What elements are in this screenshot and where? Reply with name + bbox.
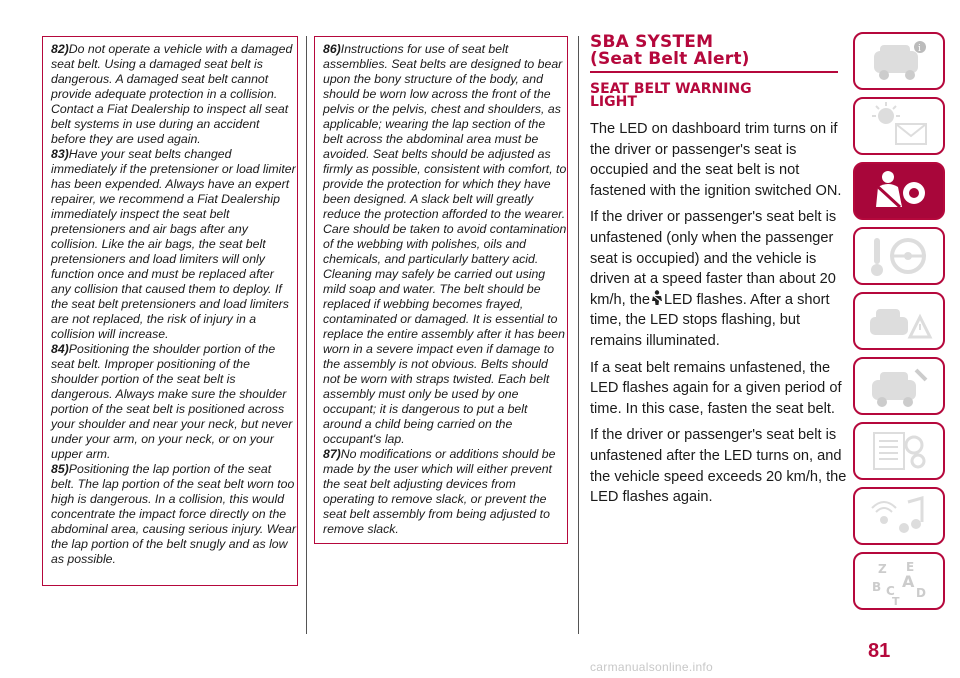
paragraph-4: If the driver or passenger's seat belt is unfastened after the LED turns on, and the vehicle speed exceeds 20 km/h, the LED flashes again.: [590, 427, 847, 506]
seat-belt-warning-icon: [650, 290, 664, 306]
key-steering-wheel-icon: [864, 232, 934, 280]
warning-text: No modifications or additions should be made by the user which will either prevent the seat belt adjusting devices from operating to remove slack, or prevent the seat belt assembly from being adjusted to remove slack.: [323, 447, 556, 536]
lights-warning-icon: [864, 102, 934, 150]
emergency-car-icon: [864, 297, 934, 345]
warning-number: 85): [51, 462, 69, 476]
tab-dashboard[interactable]: [853, 32, 945, 90]
technical-specs-icon: [864, 427, 934, 475]
warning-text: Positioning the shoulder portion of the seat belt. Improper positioning of the shoulder portion of the seat belt is dangerous. Always make sure the shoulder portion of the seat belt is positioned across your shoulder and near your neck, but never under your arm, on your neck, or on your upper arm.: [51, 342, 293, 461]
sba-section: [590, 34, 848, 514]
paragraph-3: If a seat belt remains unfastened, the LED flashes again for a given period of time. In this case, fasten the seat belt.: [590, 359, 842, 417]
section-title-rule: [590, 71, 838, 73]
warning-text: Do not operate a vehicle with a damaged seat belt. Using a damaged seat belt is dangerous. A damaged seat belt cannot provide adequate protection in a collision. Contact a Fiat Dealership to inspect all seat belt systems in use during an accident before they are used again.: [51, 42, 293, 146]
warnings-box-2: [314, 36, 568, 544]
paragraph-2-end: LED flashes. After a short time, the LED stops flashing, but remains illuminated.: [590, 291, 830, 349]
warning-number: 82): [51, 42, 69, 56]
svg-text:E: E: [906, 560, 915, 574]
multimedia-icon: [864, 492, 934, 540]
warning-text: Instructions for use of seat belt assemblies. Seat belts are designed to bear upon the bony structure of the body, and should be worn low across the front of the pelvis or the pelvis, chest and shoulders, as applicable; wearing the lap section of the belt across the abdominal area must be avoided. Seat belts should be adjusted as firmly as possible, consistent with comfort, to provide the protection for which they have been designed. A slack belt will greatly reduce the protection afforded to the wearer. Care should be taken to avoid contamination of the webbing with polishes, oils and chemicals, and particularly battery acid. Cleaning may safely be carried out using mild soap and water. The belt should be replaced if webbing becomes frayed, contaminated or damaged. It is essential to replace the entire assembly after it has been worn in a severe impact even if damage to the assembly is not obvious. Belts should not be worn with straps twisted. Each belt assembly must only be used by one occupant; it is dangerous to put a belt around a child being carried on the occupant's lap.: [323, 42, 567, 446]
tab-technical-data[interactable]: [853, 422, 945, 480]
section-title-line1: SBA SYSTEM: [590, 32, 714, 52]
tab-emergency[interactable]: [853, 292, 945, 350]
svg-text:T: T: [892, 595, 900, 605]
svg-text:D: D: [916, 586, 926, 600]
section-title: [590, 34, 848, 68]
tab-maintenance[interactable]: [853, 357, 945, 415]
warning-number: 86): [323, 42, 341, 56]
svg-text:Z: Z: [878, 562, 887, 576]
alphabetical-index-icon: [864, 557, 934, 605]
svg-text:B: B: [872, 580, 882, 594]
page-number: 81: [868, 640, 891, 662]
warnings-list-2: [323, 42, 567, 537]
watermark: carmanualsonline.info: [590, 660, 714, 674]
tab-starting-driving[interactable]: [853, 227, 945, 285]
warning-number: 83): [51, 147, 69, 161]
warning-text: Have your seat belts changed immediately if the pretensioner or load limiter has been expended. Always have an expert repairer, we recommend a Fiat Dealership immediately inspect the seat belt pretensioners and air bags after any collision. Like the air bags, the seat belt pretensioners and load limiters will only function once and must be replaced after any collision that caused them to deploy. If the seat belt pretensioners and load limiters are not replaced, the risk of injury in a collision will increase.: [51, 147, 296, 341]
maintenance-car-icon: [864, 362, 934, 410]
subtitle-line2: LIGHT: [590, 94, 637, 110]
tab-index[interactable]: [853, 552, 945, 610]
warnings-box-1: [42, 36, 298, 586]
warning-text: Positioning the lap portion of the seat belt. The lap portion of the seat belt worn too high is dangerous. In a collision, this would concentrate the impact force directly on the abdominal area, causing serious injury. Wear the lap portion of the belt snugly and as low as possible.: [51, 462, 296, 566]
svg-text:C: C: [886, 584, 895, 598]
warning-number: 84): [51, 342, 69, 356]
seat-belt-safety-icon: [864, 167, 934, 215]
svg-text:i: i: [918, 44, 921, 54]
warning-82: [51, 42, 297, 147]
column-divider: [306, 36, 307, 634]
section-subtitle: [590, 83, 848, 109]
tab-lights[interactable]: [853, 97, 945, 155]
column-divider: [578, 36, 579, 634]
paragraph-2: [590, 207, 848, 351]
warnings-list-1: [51, 42, 297, 567]
chapter-sidebar: [853, 32, 945, 617]
warning-number: 87): [323, 447, 341, 461]
warning-87: [323, 447, 567, 537]
warning-85: [51, 462, 297, 567]
tab-multimedia[interactable]: [853, 487, 945, 545]
subtitle-line1: SEAT BELT WARNING: [590, 81, 752, 97]
dashboard-car-info-icon: [864, 37, 934, 85]
warning-84: [51, 342, 297, 462]
tab-safety[interactable]: [853, 162, 945, 220]
warning-83: [51, 147, 297, 342]
warning-86: [323, 42, 567, 447]
svg-text:A: A: [902, 572, 915, 591]
section-title-line2: (Seat Belt Alert): [590, 49, 750, 69]
paragraph-1: The LED on dashboard trim turns on if the driver or passenger's seat is occupied and the seat belt is not fastened with the ignition switched ON.: [590, 121, 842, 199]
paragraph-2-start: If the driver or passenger's seat belt is unfastened (only when the passenger seat is occupied) and the vehicle is driven at a speed faster than about 20 km/h, the: [590, 209, 837, 308]
